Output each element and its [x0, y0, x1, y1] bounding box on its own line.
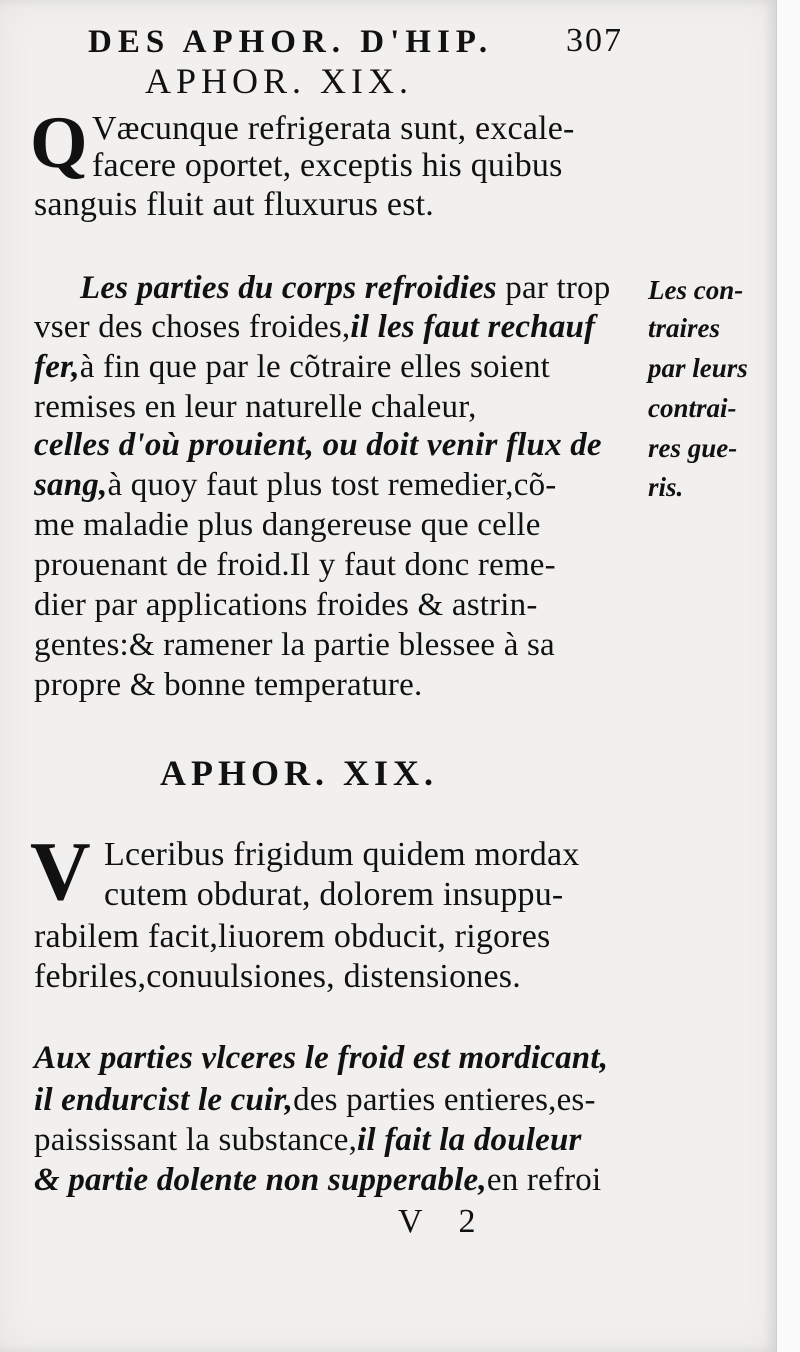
french-text-line	[34, 467, 556, 504]
drop-cap: V	[30, 825, 91, 918]
french-text-line	[34, 1082, 596, 1119]
latin-text-line: Lceribus frigidum quidem mordax	[104, 836, 580, 873]
margin-note-line: traires	[648, 313, 721, 343]
french-text-line: me maladie plus dangereuse que celle	[34, 507, 541, 543]
french-roman-span: à quoy faut plus tost remedier,cõ-	[107, 467, 557, 503]
french-text-line	[34, 1122, 582, 1159]
margin-note-line: ris.	[648, 472, 684, 502]
margin-note-line: par leurs	[648, 353, 748, 383]
french-text-line: Aux parties vlceres le froid est mordicant,	[34, 1040, 609, 1076]
french-text-line	[34, 349, 550, 386]
french-text-line: celles d'où prouient, ou doit venir flux de	[34, 427, 602, 463]
page-number: 307	[566, 22, 623, 59]
french-text-line: propre & bonne temperature.	[34, 667, 423, 703]
french-italic-span: fer,	[34, 349, 80, 385]
page-edge	[776, 0, 800, 1352]
running-head: DES APHOR. D'HIP.	[88, 24, 494, 60]
latin-text-line: rabilem facit,liuorem obducit, rigores	[34, 918, 551, 955]
latin-text-line: cutem obdurat, dolorem insuppu-	[104, 876, 564, 913]
french-roman-span: par trop	[496, 270, 611, 306]
french-text-line	[34, 1162, 601, 1199]
latin-text-line: facere oportet, exceptis his quibus	[92, 147, 563, 184]
drop-cap: Q	[30, 102, 88, 184]
aphorism-heading: APHOR. XIX.	[145, 61, 414, 101]
french-text-line: gentes:& ramener la partie blessee à sa	[34, 627, 555, 663]
french-roman-span: à fin que par le cõtraire elles soient	[79, 349, 551, 385]
french-text-line: prouenant de froid.Il y faut donc reme-	[34, 547, 556, 583]
latin-text-line: febriles,conuulsiones, distensiones.	[34, 958, 521, 995]
french-text-line: remises en leur naturelle chaleur,	[34, 389, 477, 425]
french-roman-span: vser des choses froides,	[34, 309, 351, 345]
french-italic-span: & partie dolente non supperable,	[34, 1162, 487, 1198]
french-roman-span: des parties entieres,es-	[293, 1082, 596, 1118]
french-italic-span: sang,	[34, 467, 108, 503]
french-text-line	[80, 270, 610, 307]
signature-mark: V 2	[398, 1203, 490, 1240]
french-roman-span: en refroi	[486, 1162, 602, 1198]
french-roman-span: paississant la substance,	[34, 1122, 358, 1158]
margin-note-line: res gue-	[648, 433, 738, 463]
french-italic-span: Les parties du corps refroidies	[80, 270, 497, 306]
margin-note-line: Les con-	[648, 275, 744, 305]
french-italic-span: il fait la douleur	[357, 1122, 582, 1158]
aphorism-heading: APHOR. XIX.	[160, 753, 438, 793]
latin-text-line: sanguis fluit aut fluxurus est.	[34, 186, 434, 223]
french-text-line: dier par applications froides & astrin-	[34, 587, 538, 623]
french-italic-span: il endurcist le cuir,	[34, 1082, 294, 1118]
french-italic-span: il les faut rechauf	[350, 309, 596, 345]
french-text-line	[34, 309, 595, 346]
margin-note-line: contrai-	[648, 393, 737, 423]
latin-text-line: Væcunque refrigerata sunt, excale-	[92, 110, 575, 147]
